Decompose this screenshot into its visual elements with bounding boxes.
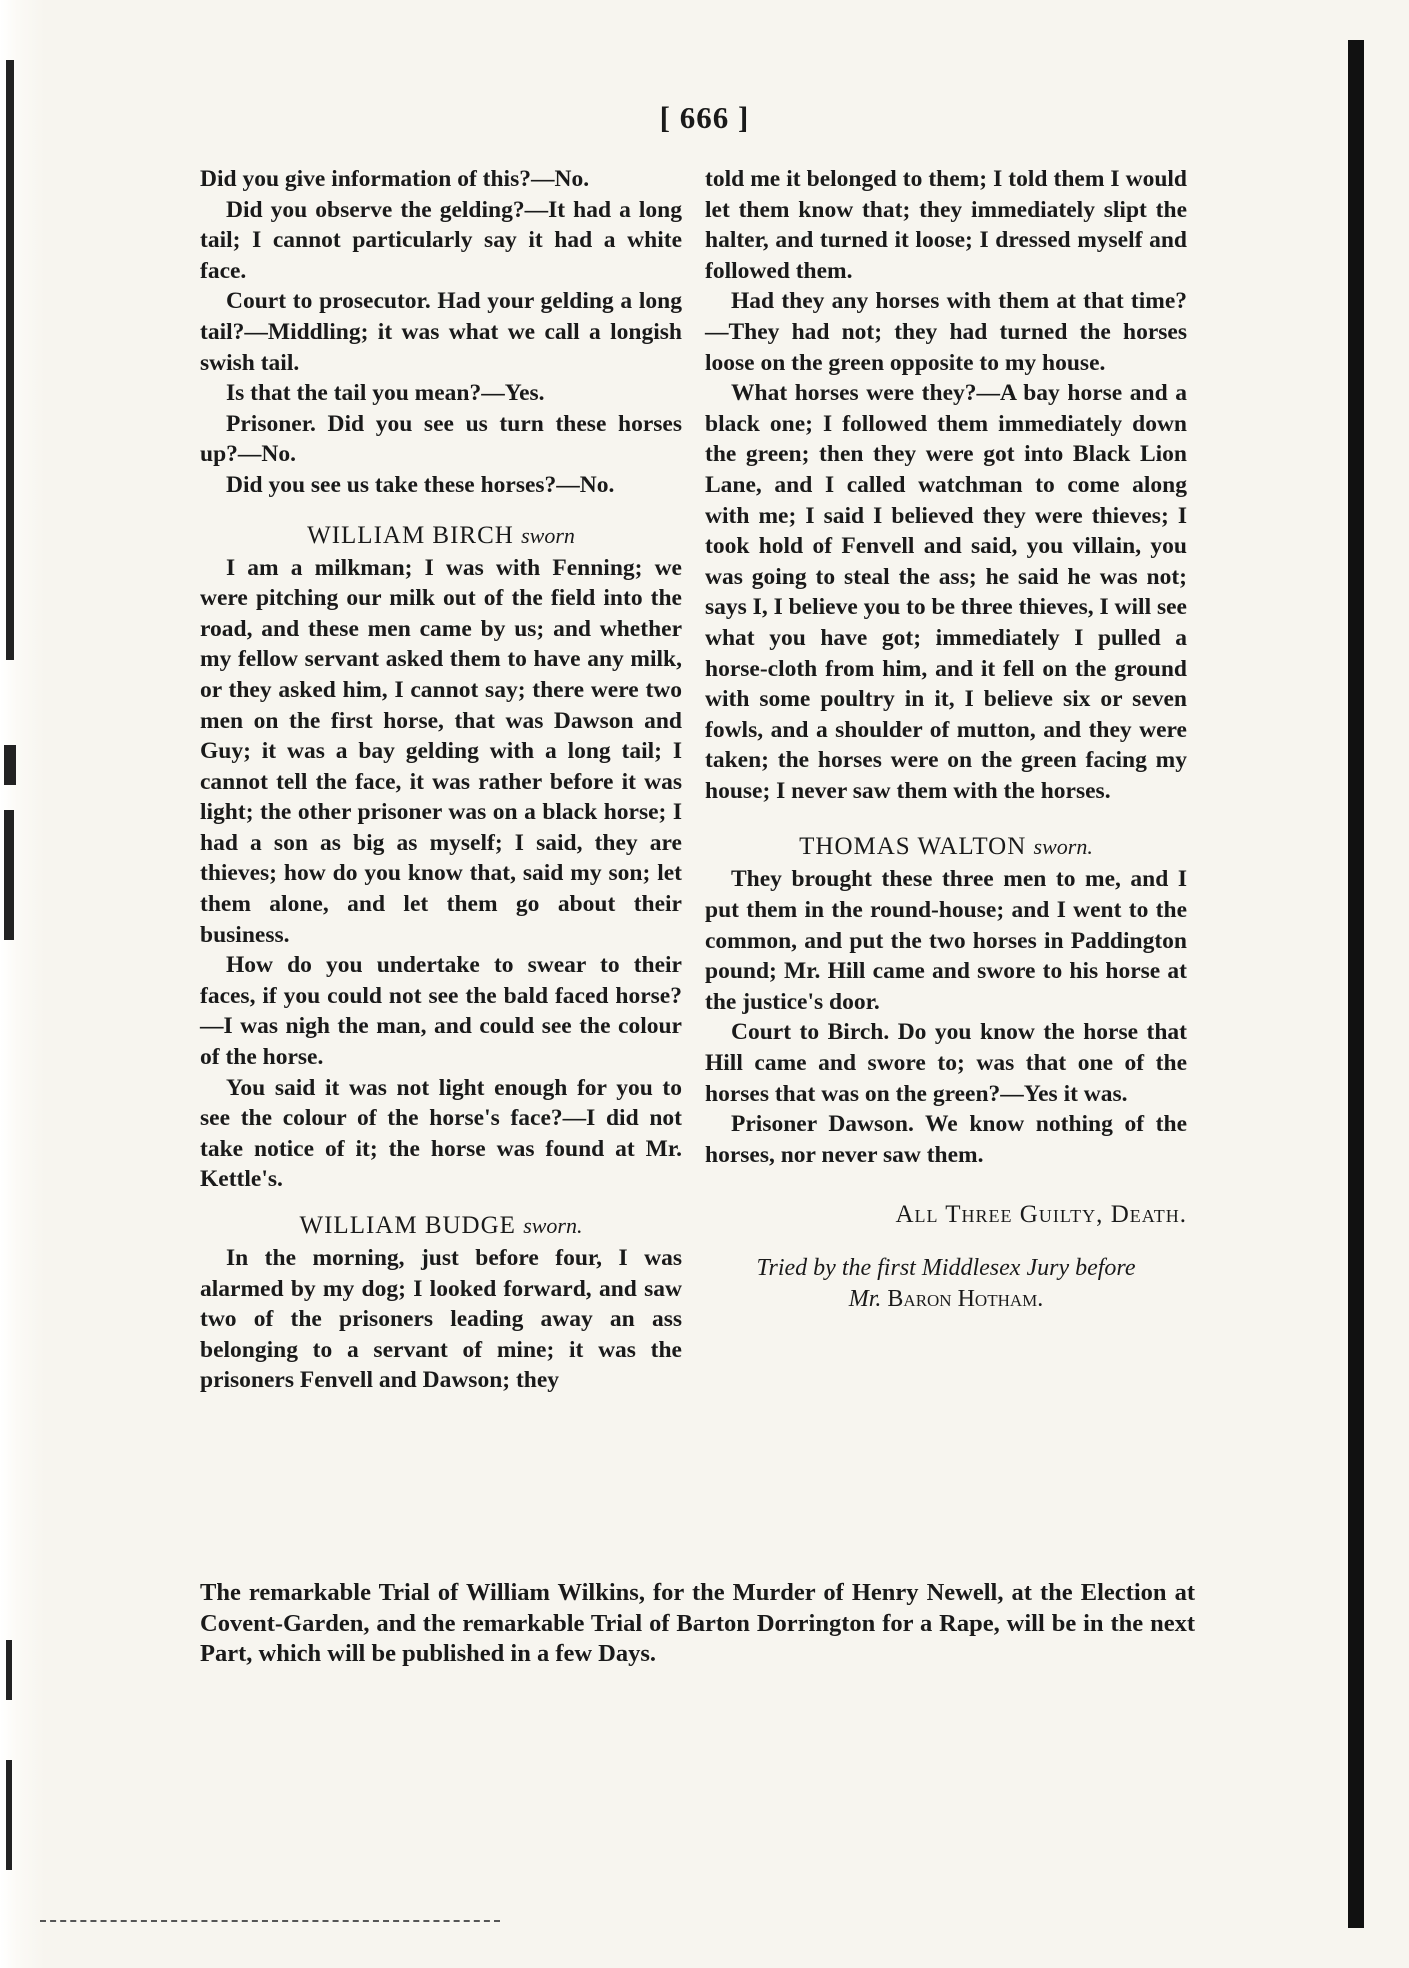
witness-heading-walton xyxy=(705,830,1187,864)
tried-baron: Baron Hotham. xyxy=(887,1285,1044,1312)
tried-by xyxy=(705,1253,1187,1314)
paragraph: Court to prosecutor. Had your gelding a long tail?—Middling; it was what we call a longish swish tail. xyxy=(200,288,682,376)
sworn-label: sworn. xyxy=(1033,834,1093,860)
binding-shadow xyxy=(6,1640,12,1700)
page-number: [ 666 ] xyxy=(659,100,750,135)
binding-shadow xyxy=(4,810,14,940)
witness-heading-birch xyxy=(200,519,682,553)
footer-note: The remarkable Trial of William Wilkins, for the Murder of Henry Newell, at the Election at Covent-Garden, and the remarkable Trial of Barton Dorrington for a Rape, will be in the next Part, which will be published in a few Days. xyxy=(200,1579,1195,1668)
verdict-word: Death. xyxy=(1110,1201,1187,1229)
tried-line: Tried by the first Middlesex Jury before xyxy=(756,1255,1136,1281)
paragraph: They brought these three men to me, and I put them in the round-house; and I went to the common, and put the two horses in Paddington pound; Mr. Hill came and swore to his horse at the justice's door. xyxy=(705,866,1187,1015)
witness-name: THOMAS WALTON xyxy=(799,833,1027,861)
paragraph: Court to Birch. Do you know the horse that Hill came and swore to; was that one of the horses that was on the green?—Yes it was. xyxy=(705,1019,1187,1107)
paragraph: Did you observe the gelding?—It had a long tail; I cannot particularly say it had a white face. xyxy=(200,196,682,284)
verdict-prefix: All Three Guilty, xyxy=(895,1201,1104,1229)
sworn-label: sworn. xyxy=(523,1213,583,1238)
bottom-rule xyxy=(40,1920,500,1922)
paragraph: You said it was not light enough for you to see the colour of the horse's face?—I did not take notice of it; the horse was found at Mr. Kettle's. xyxy=(200,1074,682,1193)
tried-judge xyxy=(705,1284,1187,1315)
binding-shadow xyxy=(4,745,16,785)
paragraph: Is that the tail you mean?—Yes. xyxy=(226,380,545,407)
paragraph: Did you see us take these horses?—No. xyxy=(226,471,615,498)
paragraph: Did you give information of this?—No. xyxy=(200,166,590,192)
paragraph: told me it belonged to them; I told them I would let them know that; they immediately slipt the halter, and turned it loose; I dressed myself and followed them. xyxy=(705,166,1187,284)
sworn-label: sworn xyxy=(521,522,575,548)
paragraph: Prisoner Dawson. We know nothing of the horses, nor never saw them. xyxy=(705,1111,1187,1168)
paragraph: I am a milkman; I was with Fenning; we were pitching our milk out of the field into the road, and these men came by us; and whether my fellow servant asked them to have any milk, or they asked him, I cannot say; there were two men on the first horse, that was Dawson and Guy; it was a bay gelding with a long tail; I cannot tell the face, it was rather before it was light; the other prisoner was on a black horse; I had a son as big as myself; I said, they are thieves; how do you know that, said my son; let them alone, and let them go about their business. xyxy=(200,554,682,948)
paragraph: How do you undertake to swear to their faces, if you could not see the bald faced horse?—I was nigh the man, and could see the colour of the horse. xyxy=(200,952,682,1071)
witness-name: WILLIAM BIRCH xyxy=(307,521,514,549)
paragraph: Had they any horses with them at that time?—They had not; they had turned the horses loose on the green opposite to my house. xyxy=(705,288,1187,376)
witness-heading-budge xyxy=(200,1209,682,1243)
binding-shadow xyxy=(6,1760,12,1870)
right-column xyxy=(705,164,1187,1314)
paragraph: Prisoner. Did you see us turn these horses up?—No. xyxy=(200,410,682,468)
witness-name: WILLIAM BUDGE xyxy=(299,1212,516,1239)
left-column xyxy=(200,164,682,1396)
tried-mr: Mr. xyxy=(848,1285,882,1312)
paragraph: In the morning, just before four, I was alarmed by my dog; I looked forward, and saw two of the prisoners leading away an ass belonging to a servant of mine; it was the prisoners Fenvell and Dawson; they xyxy=(200,1245,682,1394)
verdict xyxy=(705,1200,1187,1231)
paragraph: What horses were they?—A bay horse and a black one; I followed them immediately down the green; then they were got into Black Lion Lane, and I called watchman to come along with me; I said I believed they were thieves; I took hold of Fenvell and said, you villain, you was going to steal the ass; he said he was not; says I, I believe you to be three thieves, I will see what you have got; immediately I pulled a horse-cloth from him, and it fell on the ground with some poultry in it, I believe six or seven fowls, and a shoulder of mutton, and they were taken; the horses were on the green facing my house; I never saw them with the horses. xyxy=(705,380,1187,804)
page-right-edge xyxy=(1348,40,1364,1928)
binding-shadow xyxy=(6,60,14,660)
